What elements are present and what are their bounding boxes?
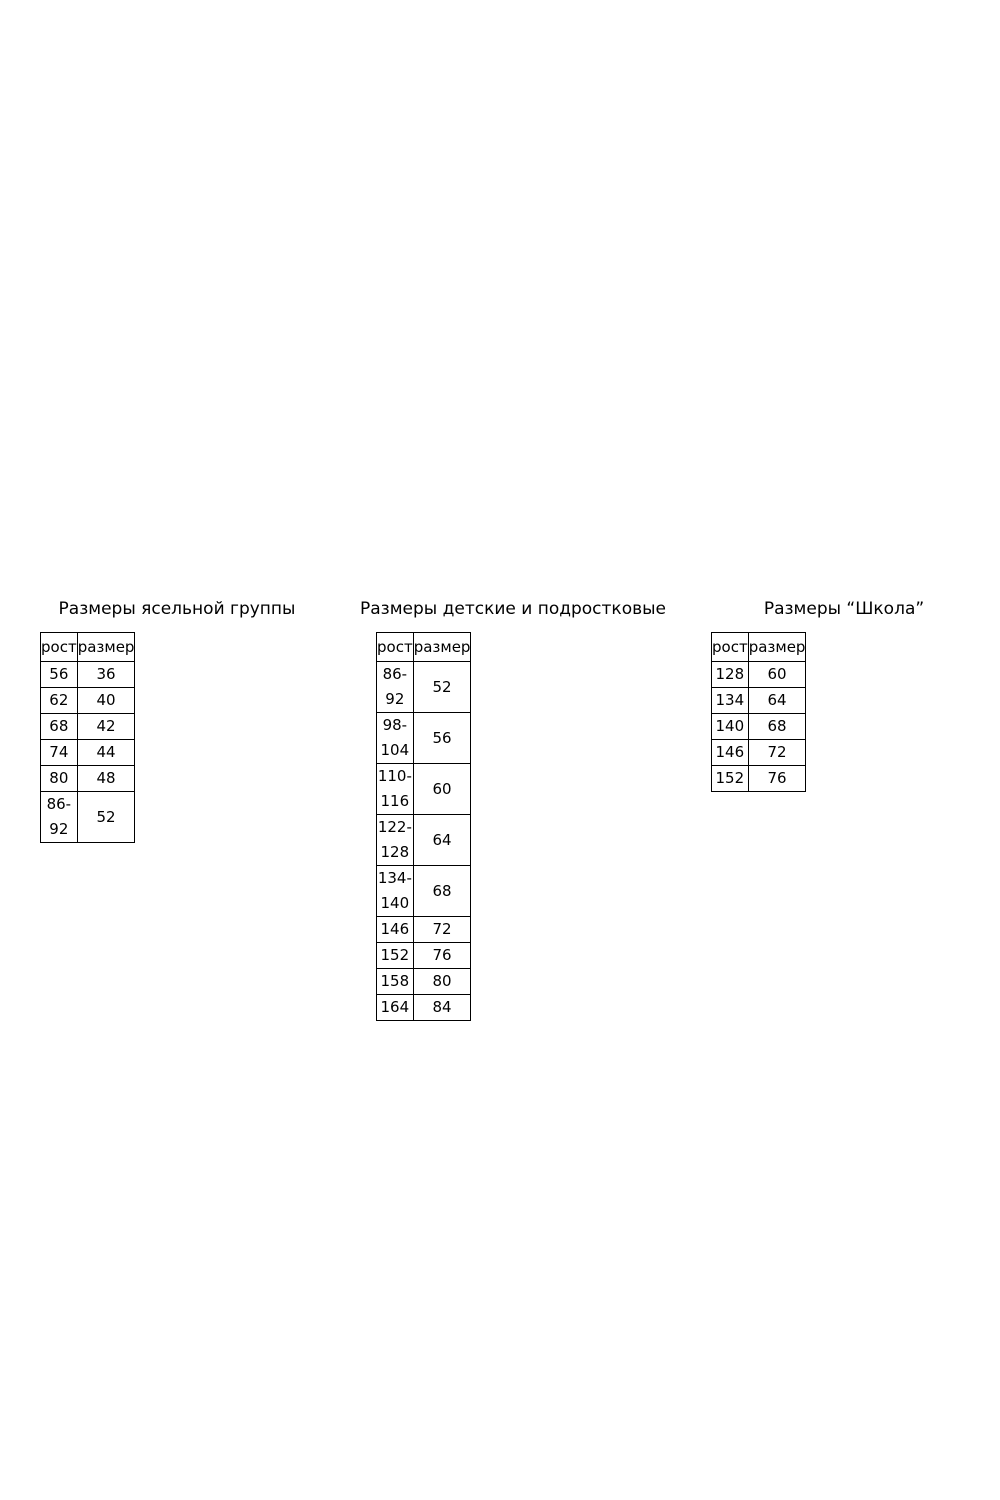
size-cell: 84	[413, 995, 471, 1021]
kids-teen-size-table	[376, 632, 471, 1021]
table-row	[712, 688, 806, 714]
height-cell: 134-140	[377, 866, 414, 917]
height-cell: 80	[41, 766, 78, 792]
table-row	[377, 713, 471, 764]
table-row	[377, 917, 471, 943]
table-row	[377, 995, 471, 1021]
size-column-header: размер	[413, 633, 471, 662]
height-cell: 140	[712, 714, 749, 740]
size-cell: 56	[413, 713, 471, 764]
height-cell: 86-92	[41, 792, 78, 843]
size-cell: 64	[413, 815, 471, 866]
table-row	[41, 688, 135, 714]
height-cell: 86-92	[377, 662, 414, 713]
table-row	[41, 740, 135, 766]
table-row	[41, 766, 135, 792]
height-column-header: рост	[377, 633, 414, 662]
height-cell: 98-104	[377, 713, 414, 764]
height-cell: 128	[712, 662, 749, 688]
size-cell: 76	[748, 766, 806, 792]
table-row	[377, 815, 471, 866]
table-row	[377, 764, 471, 815]
size-cell: 48	[77, 766, 135, 792]
size-cell: 44	[77, 740, 135, 766]
table-row	[41, 662, 135, 688]
size-column-header: размер	[77, 633, 135, 662]
table-row	[712, 740, 806, 766]
table-row	[712, 714, 806, 740]
height-column-header: рост	[712, 633, 749, 662]
table-row	[712, 766, 806, 792]
height-cell: 152	[377, 943, 414, 969]
height-cell: 74	[41, 740, 78, 766]
table-row	[41, 792, 135, 843]
size-cell: 76	[413, 943, 471, 969]
table-row	[377, 969, 471, 995]
nursery-size-table	[40, 632, 135, 843]
height-cell: 134	[712, 688, 749, 714]
size-cell: 68	[413, 866, 471, 917]
size-cell: 64	[748, 688, 806, 714]
size-cell: 72	[748, 740, 806, 766]
table-header-row	[377, 633, 471, 662]
school-size-table	[711, 632, 806, 792]
size-cell: 60	[748, 662, 806, 688]
height-column-header: рост	[41, 633, 78, 662]
table-row	[41, 714, 135, 740]
table-header-row	[712, 633, 806, 662]
size-column-header: размер	[748, 633, 806, 662]
height-cell: 110-116	[377, 764, 414, 815]
height-cell: 68	[41, 714, 78, 740]
height-cell: 122-128	[377, 815, 414, 866]
nursery-size-title: Размеры ясельной группы	[58, 599, 296, 619]
table-row	[377, 943, 471, 969]
size-cell: 80	[413, 969, 471, 995]
table-row	[377, 866, 471, 917]
height-cell: 158	[377, 969, 414, 995]
height-cell: 164	[377, 995, 414, 1021]
size-cell: 40	[77, 688, 135, 714]
size-cell: 52	[413, 662, 471, 713]
size-cell: 52	[77, 792, 135, 843]
school-size-title: Размеры “Школа”	[763, 599, 925, 619]
size-cell: 60	[413, 764, 471, 815]
size-cell: 68	[748, 714, 806, 740]
height-cell: 62	[41, 688, 78, 714]
height-cell: 146	[377, 917, 414, 943]
table-header-row	[41, 633, 135, 662]
size-cell: 36	[77, 662, 135, 688]
kids-teen-size-title: Размеры детские и подростковые	[360, 599, 666, 619]
size-cell: 72	[413, 917, 471, 943]
table-row	[377, 662, 471, 713]
height-cell: 152	[712, 766, 749, 792]
height-cell: 146	[712, 740, 749, 766]
height-cell: 56	[41, 662, 78, 688]
table-row	[712, 662, 806, 688]
size-cell: 42	[77, 714, 135, 740]
